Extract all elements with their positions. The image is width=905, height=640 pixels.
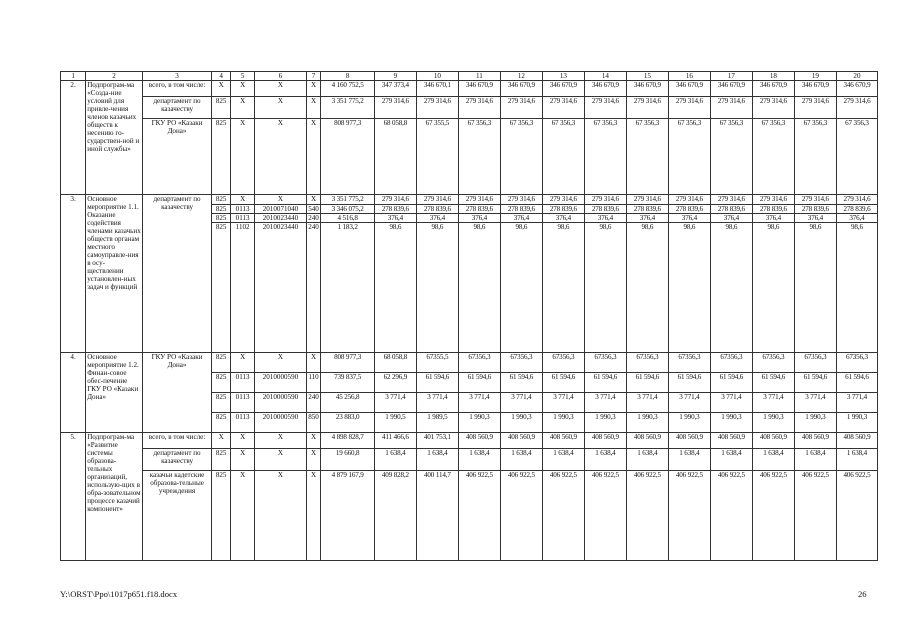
row-number: 3. [61,195,86,353]
amount-cell: 67 356,3 [794,119,836,195]
executor: всего, в том числе: [142,81,211,97]
amount-cell: 406 922,5 [836,471,877,561]
table-row [61,81,878,97]
budget-code-c4: 825 [212,471,231,561]
amount-cell: 1 990,3 [752,413,794,433]
amount-cell: 278 839,6 [710,205,752,214]
amount-cell: 279 314,6 [710,97,752,119]
amount-cell: 346 670,9 [794,81,836,97]
amount-cell: 411 466,6 [374,433,416,449]
amount-cell: 67356,3 [626,353,668,373]
amount-cell: 1 638,4 [416,449,458,471]
amount-cell: 279 314,6 [626,195,668,205]
amount-cell: 376,4 [542,214,584,223]
column-number: 8 [321,72,375,81]
amount-cell: 346 670,9 [542,81,584,97]
amount-cell: 1 638,4 [752,449,794,471]
amount-cell: 278 839,6 [668,205,710,214]
budget-code-c6: Х [255,353,306,373]
budget-code-c5: Х [231,433,255,449]
amount-cell: 98,6 [836,223,877,353]
amount-cell: 98,6 [794,223,836,353]
amount-cell: 739 837,5 [321,373,375,393]
budget-code-c7: 240 [306,393,321,413]
amount-cell: 406 922,5 [458,471,500,561]
amount-cell: 1 990,5 [374,413,416,433]
budget-code-c4: 825 [212,413,231,433]
amount-cell: 61 594,6 [836,373,877,393]
amount-cell: 3 346 075,2 [321,205,375,214]
amount-cell: 347 373,4 [374,81,416,97]
amount-cell: 278 839,6 [584,205,626,214]
amount-cell: 279 314,6 [752,97,794,119]
amount-cell: 346 670,9 [458,81,500,97]
budget-code-c5: Х [231,97,255,119]
amount-cell: 4 879 167,9 [321,471,375,561]
amount-cell: 3 351 775,2 [321,97,375,119]
amount-cell: 1 638,4 [710,449,752,471]
amount-cell: 346 670,9 [752,81,794,97]
column-number: 12 [500,72,542,81]
column-number: 20 [836,72,877,81]
amount-cell: 279 314,6 [794,97,836,119]
amount-cell: 406 922,5 [500,471,542,561]
amount-cell: 1 638,4 [836,449,877,471]
amount-cell: 376,4 [794,214,836,223]
amount-cell: 3 771,4 [626,393,668,413]
amount-cell: 406 922,5 [668,471,710,561]
amount-cell: 1 638,4 [458,449,500,471]
column-number: 13 [542,72,584,81]
amount-cell: 406 922,5 [794,471,836,561]
amount-cell: 67 356,3 [668,119,710,195]
amount-cell: 400 114,7 [416,471,458,561]
amount-cell: 98,6 [374,223,416,353]
budget-code-c7: Х [306,449,321,471]
amount-cell: 98,6 [416,223,458,353]
amount-cell: 278 839,6 [374,205,416,214]
amount-cell: 408 560,9 [458,433,500,449]
row-number: 4. [61,353,86,433]
budget-code-c5: 1102 [231,223,255,353]
budget-code-c5: 0113 [231,214,255,223]
amount-cell: 408 560,9 [836,433,877,449]
amount-cell: 279 314,6 [584,97,626,119]
budget-code-c6: 2010071040 [255,205,306,214]
budget-code-c6: Х [255,471,306,561]
budget-code-c4: 825 [212,195,231,205]
column-number: 4 [212,72,231,81]
amount-cell: 67 356,3 [500,119,542,195]
budget-code-c5: Х [231,471,255,561]
amount-cell: 406 922,5 [584,471,626,561]
amount-cell: 67356,3 [668,353,710,373]
amount-cell: 406 922,5 [626,471,668,561]
amount-cell: 19 660,8 [321,449,375,471]
amount-cell: 279 314,6 [542,195,584,205]
amount-cell: 376,4 [374,214,416,223]
amount-cell: 278 839,6 [500,205,542,214]
amount-cell: 98,6 [584,223,626,353]
budget-code-c6: Х [255,97,306,119]
budget-code-c4: 825 [212,214,231,223]
budget-code-c5: Х [231,195,255,205]
amount-cell: 1 990,3 [584,413,626,433]
amount-cell: 67 356,3 [542,119,584,195]
budget-code-c5: 0113 [231,205,255,214]
amount-cell: 61 594,6 [668,373,710,393]
amount-cell: 279 314,6 [458,97,500,119]
amount-cell: 279 314,6 [584,195,626,205]
budget-code-c7: Х [306,471,321,561]
amount-cell: 1 638,4 [584,449,626,471]
amount-cell: 278 839,6 [626,205,668,214]
column-number: 5 [231,72,255,81]
amount-cell: 406 922,5 [752,471,794,561]
amount-cell: 67355,5 [416,353,458,373]
budget-code-c4: 825 [212,393,231,413]
amount-cell: 67356,3 [794,353,836,373]
program-name: Основное мероприятие 1.2. Финан-совое обес-печение ГКУ РО «Казаки Дона» [86,353,143,433]
amount-cell: 408 560,9 [794,433,836,449]
amount-cell: 279 314,6 [542,97,584,119]
amount-cell: 68 058,8 [374,119,416,195]
budget-table [60,71,878,561]
amount-cell: 1 989,5 [416,413,458,433]
amount-cell: 1 990,3 [668,413,710,433]
amount-cell: 67356,3 [542,353,584,373]
column-number: 14 [584,72,626,81]
budget-code-c6: 2010000590 [255,373,306,393]
budget-code-c7: Х [306,81,321,97]
amount-cell: 1 183,2 [321,223,375,353]
amount-cell: 279 314,6 [668,97,710,119]
amount-cell: 278 839,6 [458,205,500,214]
amount-cell: 61 594,6 [710,373,752,393]
amount-cell: 67 356,3 [710,119,752,195]
amount-cell: 406 922,5 [542,471,584,561]
column-number: 10 [416,72,458,81]
amount-cell: 278 839,6 [794,205,836,214]
program-name: Подпрограм-ма «Созда-ние условий для привле-чения членов казачьих обществ к несению го-сударствен-ной и иной службы» [86,81,143,195]
amount-cell: 376,4 [836,214,877,223]
row-number: 2. [61,81,86,195]
amount-cell: 376,4 [626,214,668,223]
amount-cell: 279 314,6 [416,195,458,205]
amount-cell: 3 771,4 [374,393,416,413]
amount-cell: 1 990,3 [710,413,752,433]
column-number: 9 [374,72,416,81]
budget-code-c6: Х [255,195,306,205]
budget-code-c6: Х [255,81,306,97]
budget-code-c5: Х [231,81,255,97]
amount-cell: 279 314,6 [458,195,500,205]
amount-cell: 4 516,8 [321,214,375,223]
amount-cell: 3 771,4 [836,393,877,413]
budget-code-c4: Х [212,433,231,449]
amount-cell: 279 314,6 [416,97,458,119]
amount-cell: 98,6 [710,223,752,353]
executor: ГКУ РО «Казаки Дона» [142,119,211,195]
row-number: 5. [61,433,86,561]
amount-cell: 346 670,9 [710,81,752,97]
table-row [61,119,878,195]
amount-cell: 1 638,4 [794,449,836,471]
amount-cell: 61 594,6 [500,373,542,393]
budget-code-c7: 240 [306,214,321,223]
budget-code-c6: 2010023440 [255,214,306,223]
budget-code-c7: Х [306,119,321,195]
amount-cell: 808 977,3 [321,353,375,373]
amount-cell: 45 256,8 [321,393,375,413]
amount-cell: 61 594,6 [416,373,458,393]
amount-cell: 67356,3 [752,353,794,373]
amount-cell: 1 990,3 [626,413,668,433]
amount-cell: 346 670,9 [500,81,542,97]
amount-cell: 346 670,9 [626,81,668,97]
amount-cell: 67 356,3 [584,119,626,195]
amount-cell: 23 883,0 [321,413,375,433]
column-number: 7 [306,72,321,81]
amount-cell: 408 560,9 [752,433,794,449]
amount-cell: 68 058,8 [374,353,416,373]
budget-code-c4: Х [212,81,231,97]
amount-cell: 409 828,2 [374,471,416,561]
program-name: Подпрограм-ма «Развитие системы образова-тельных организаций, использую-щих в обра-зовательном процессе казачий компонент» [86,433,143,561]
amount-cell: 98,6 [752,223,794,353]
column-number: 19 [794,72,836,81]
executor: ГКУ РО «Казаки Дона» [142,353,211,433]
budget-code-c5: Х [231,119,255,195]
footer-file-path: Y:\ORST\Ppo\1017p651.f18.docx [60,589,178,599]
budget-code-c6: Х [255,119,306,195]
amount-cell: 61 594,6 [458,373,500,393]
amount-cell: 376,4 [584,214,626,223]
amount-cell: 61 594,6 [752,373,794,393]
amount-cell: 278 839,6 [836,205,877,214]
budget-code-c5: 0113 [231,393,255,413]
amount-cell: 67 356,3 [836,119,877,195]
amount-cell: 279 314,6 [836,195,877,205]
amount-cell: 279 314,6 [752,195,794,205]
amount-cell: 67356,3 [500,353,542,373]
amount-cell: 1 638,4 [542,449,584,471]
amount-cell: 406 922,5 [710,471,752,561]
amount-cell: 61 594,6 [794,373,836,393]
amount-cell: 3 351 775,2 [321,195,375,205]
amount-cell: 98,6 [500,223,542,353]
budget-code-c5: Х [231,353,255,373]
budget-code-c5: 0113 [231,413,255,433]
budget-code-c7: Х [306,97,321,119]
amount-cell: 1 990,3 [542,413,584,433]
amount-cell: 61 594,6 [584,373,626,393]
amount-cell: 3 771,4 [416,393,458,413]
column-number: 11 [458,72,500,81]
page-number: 26 [858,589,867,599]
budget-code-c7: 110 [306,373,321,393]
budget-code-c7: Х [306,195,321,205]
amount-cell: 808 977,3 [321,119,375,195]
amount-cell: 376,4 [416,214,458,223]
budget-code-c6: Х [255,433,306,449]
budget-code-c4: 825 [212,373,231,393]
budget-code-c5: Х [231,449,255,471]
amount-cell: 346 670,1 [416,81,458,97]
table-row [61,433,878,449]
amount-cell: 1 990,3 [458,413,500,433]
budget-code-c7: Х [306,433,321,449]
amount-cell: 376,4 [668,214,710,223]
amount-cell: 3 771,4 [458,393,500,413]
table-row [61,195,878,205]
amount-cell: 408 560,9 [584,433,626,449]
budget-code-c4: 825 [212,353,231,373]
amount-cell: 61 594,6 [542,373,584,393]
amount-cell: 376,4 [500,214,542,223]
amount-cell: 62 296,9 [374,373,416,393]
table-row [61,353,878,373]
table-row [61,449,878,471]
amount-cell: 3 771,4 [668,393,710,413]
amount-cell: 67 356,3 [752,119,794,195]
amount-cell: 3 771,4 [584,393,626,413]
amount-cell: 279 314,6 [836,97,877,119]
amount-cell: 1 990,3 [794,413,836,433]
amount-cell: 1 638,4 [374,449,416,471]
amount-cell: 1 638,4 [500,449,542,471]
amount-cell: 408 560,9 [542,433,584,449]
amount-cell: 278 839,6 [542,205,584,214]
executor: департамент по казачеству [142,97,211,119]
executor: департамент по казачеству [142,195,211,353]
amount-cell: 401 753,1 [416,433,458,449]
budget-code-c7: 850 [306,413,321,433]
budget-code-c5: 0113 [231,373,255,393]
budget-code-c4: 825 [212,449,231,471]
amount-cell: 3 771,4 [500,393,542,413]
amount-cell: 279 314,6 [500,97,542,119]
column-number: 16 [668,72,710,81]
budget-code-c4: 825 [212,223,231,353]
column-number: 17 [710,72,752,81]
amount-cell: 346 670,9 [668,81,710,97]
amount-cell: 279 314,6 [710,195,752,205]
amount-cell: 67356,3 [710,353,752,373]
amount-cell: 279 314,6 [794,195,836,205]
amount-cell: 3 771,4 [710,393,752,413]
amount-cell: 67356,3 [458,353,500,373]
executor: департамент по казачеству [142,449,211,471]
amount-cell: 98,6 [668,223,710,353]
budget-code-c6: 2010000590 [255,413,306,433]
amount-cell: 376,4 [752,214,794,223]
amount-cell: 67 356,3 [458,119,500,195]
amount-cell: 279 314,6 [374,97,416,119]
amount-cell: 346 670,9 [836,81,877,97]
budget-code-c7: 240 [306,223,321,353]
column-number: 3 [142,72,211,81]
amount-cell: 67 355,5 [416,119,458,195]
amount-cell: 279 314,6 [668,195,710,205]
amount-cell: 408 560,9 [500,433,542,449]
amount-cell: 278 839,6 [752,205,794,214]
column-number: 1 [61,72,86,81]
column-number-row [61,72,878,81]
amount-cell: 408 560,9 [668,433,710,449]
amount-cell: 3 771,4 [752,393,794,413]
program-name: Основное мероприятие 1.1. Оказание содействия членами казачьих обществ органам местного самоуправле-ния в осу-ществлении установлен-ных задач и функций [86,195,143,353]
amount-cell: 98,6 [542,223,584,353]
column-number: 18 [752,72,794,81]
amount-cell: 1 990,3 [500,413,542,433]
budget-code-c7: 540 [306,205,321,214]
table-row [61,97,878,119]
amount-cell: 3 771,4 [794,393,836,413]
amount-cell: 1 990,3 [836,413,877,433]
column-number: 6 [255,72,306,81]
amount-cell: 278 839,6 [416,205,458,214]
amount-cell: 279 314,6 [374,195,416,205]
column-number: 2 [86,72,143,81]
executor: казачьи кадетские образова-тельные учреждения [142,471,211,561]
budget-code-c4: 825 [212,119,231,195]
budget-code-c7: Х [306,353,321,373]
column-number: 15 [626,72,668,81]
amount-cell: 4 898 828,7 [321,433,375,449]
amount-cell: 279 314,6 [626,97,668,119]
amount-cell: 3 771,4 [542,393,584,413]
budget-code-c6: Х [255,449,306,471]
amount-cell: 408 560,9 [626,433,668,449]
amount-cell: 67 356,3 [626,119,668,195]
amount-cell: 1 638,4 [668,449,710,471]
amount-cell: 376,4 [458,214,500,223]
amount-cell: 67356,3 [836,353,877,373]
amount-cell: 67356,3 [584,353,626,373]
amount-cell: 408 560,9 [710,433,752,449]
amount-cell: 4 160 752,5 [321,81,375,97]
amount-cell: 98,6 [626,223,668,353]
amount-cell: 98,6 [458,223,500,353]
budget-code-c4: 825 [212,205,231,214]
amount-cell: 61 594,6 [626,373,668,393]
amount-cell: 346 670,9 [584,81,626,97]
budget-code-c6: 2010000590 [255,393,306,413]
budget-code-c4: 825 [212,97,231,119]
amount-cell: 376,4 [710,214,752,223]
budget-code-c6: 2010023440 [255,223,306,353]
table-row [61,471,878,561]
amount-cell: 1 638,4 [626,449,668,471]
executor: всего, в том числе: [142,433,211,449]
amount-cell: 279 314,6 [500,195,542,205]
